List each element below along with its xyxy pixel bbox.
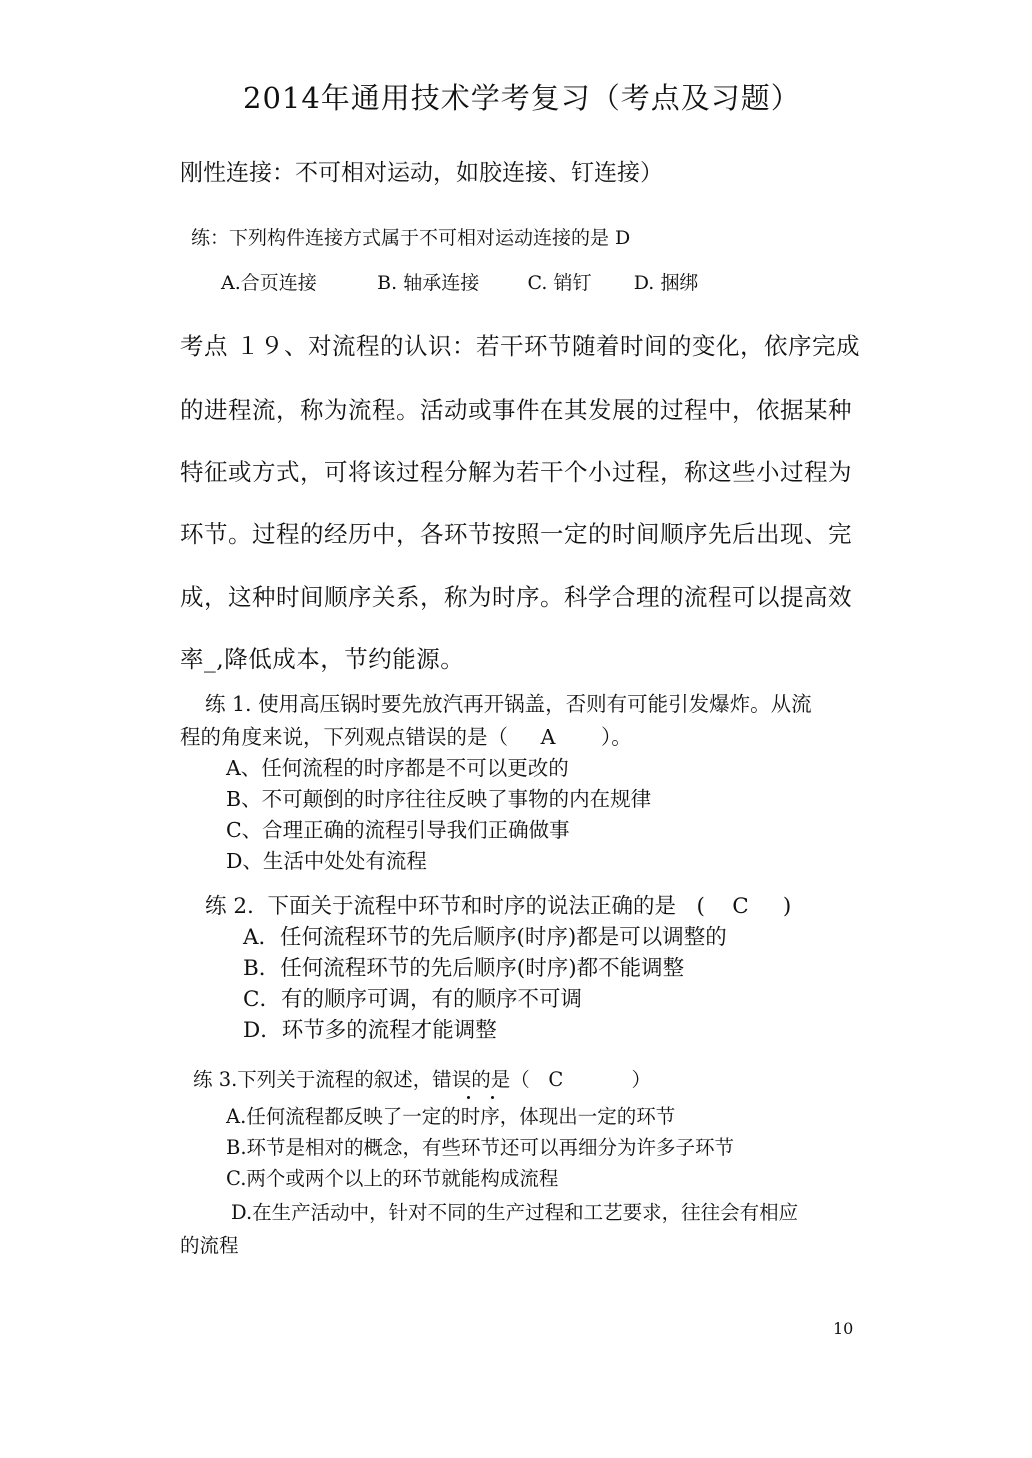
- practice-rigid-question: 练：下列构件连接方式属于不可相对运动连接的是 D: [191, 227, 631, 249]
- emphasis-dot: [467, 1096, 470, 1099]
- exercise3-option-d-continuation: 的流程: [180, 1234, 239, 1257]
- exercise1-option-b: B、不可颠倒的时序往往反映了事物的内在规律: [226, 787, 652, 811]
- exercise2-option-c: C．有的顺序可调，有的顺序不可调: [243, 987, 582, 1012]
- rigid-connection-note: 刚性连接：不可相对运动，如胶连接、钉连接）: [180, 160, 663, 186]
- exercise2-option-d: D．环节多的流程才能调整: [243, 1018, 497, 1043]
- exercise2-option-b: B．任何流程环节的先后顺序(时序)都不能调整: [243, 956, 685, 981]
- kaodian19-line: 率_,降低成本，节约能源。: [180, 645, 465, 673]
- kaodian19-line: 特征或方式，可将该过程分解为若干个小过程，称这些小过程为: [180, 458, 852, 486]
- exercise1-option-a: A、任何流程的时序都是不可以更改的: [226, 756, 569, 780]
- practice-rigid-options: A.合页连接 B. 轴承连接 C. 销钉 D. 捆绑: [221, 272, 699, 294]
- exercise3-option-c: C.两个或两个以上的环节就能构成流程: [226, 1167, 559, 1190]
- exercise1-question-line1: 练 1. 使用高压锅时要先放汽再开锅盖，否则有可能引发爆炸。从流: [205, 692, 812, 716]
- exercise2-option-a: A．任何流程环节的先后顺序(时序)都是可以调整的: [243, 925, 727, 950]
- exercise1-option-d: D、生活中处处有流程: [226, 849, 427, 873]
- exercise3-question: 练 3.下列关于流程的叙述，错误的是（ C ）: [193, 1068, 652, 1091]
- emphasis-dot: [491, 1096, 494, 1099]
- kaodian19-line: 环节。过程的经历中，各环节按照一定的时间顺序先后出现、完: [180, 520, 852, 548]
- exercise3-option-b: B.环节是相对的概念，有些环节还可以再细分为许多子环节: [226, 1136, 735, 1159]
- exercise3-option-d: D.在生产活动中，针对不同的生产过程和工艺要求，往往会有相应: [231, 1201, 799, 1224]
- page-number: 10: [833, 1319, 854, 1338]
- exercise2-question: 练 2. 下面关于流程中环节和时序的说法正确的是 ( C ): [205, 894, 792, 919]
- kaodian19-line: 考点 １９、对流程的认识：若干环节随着时间的变化，依序完成: [180, 332, 860, 360]
- exercise3-option-a: A.任何流程都反映了一定的时序，体现出一定的环节: [226, 1105, 676, 1128]
- kaodian19-line: 的进程流，称为流程。活动或事件在其发展的过程中，依据某种: [180, 396, 852, 424]
- exercise1-option-c: C、合理正确的流程引导我们正确做事: [226, 818, 570, 842]
- page-title: 2014年通用技术学考复习（考点及习题）: [243, 81, 801, 115]
- exercise1-question-line2: 程的角度来说，下列观点错误的是（ A ）。: [180, 725, 632, 749]
- kaodian19-line: 成，这种时间顺序关系，称为时序。科学合理的流程可以提高效: [180, 583, 852, 611]
